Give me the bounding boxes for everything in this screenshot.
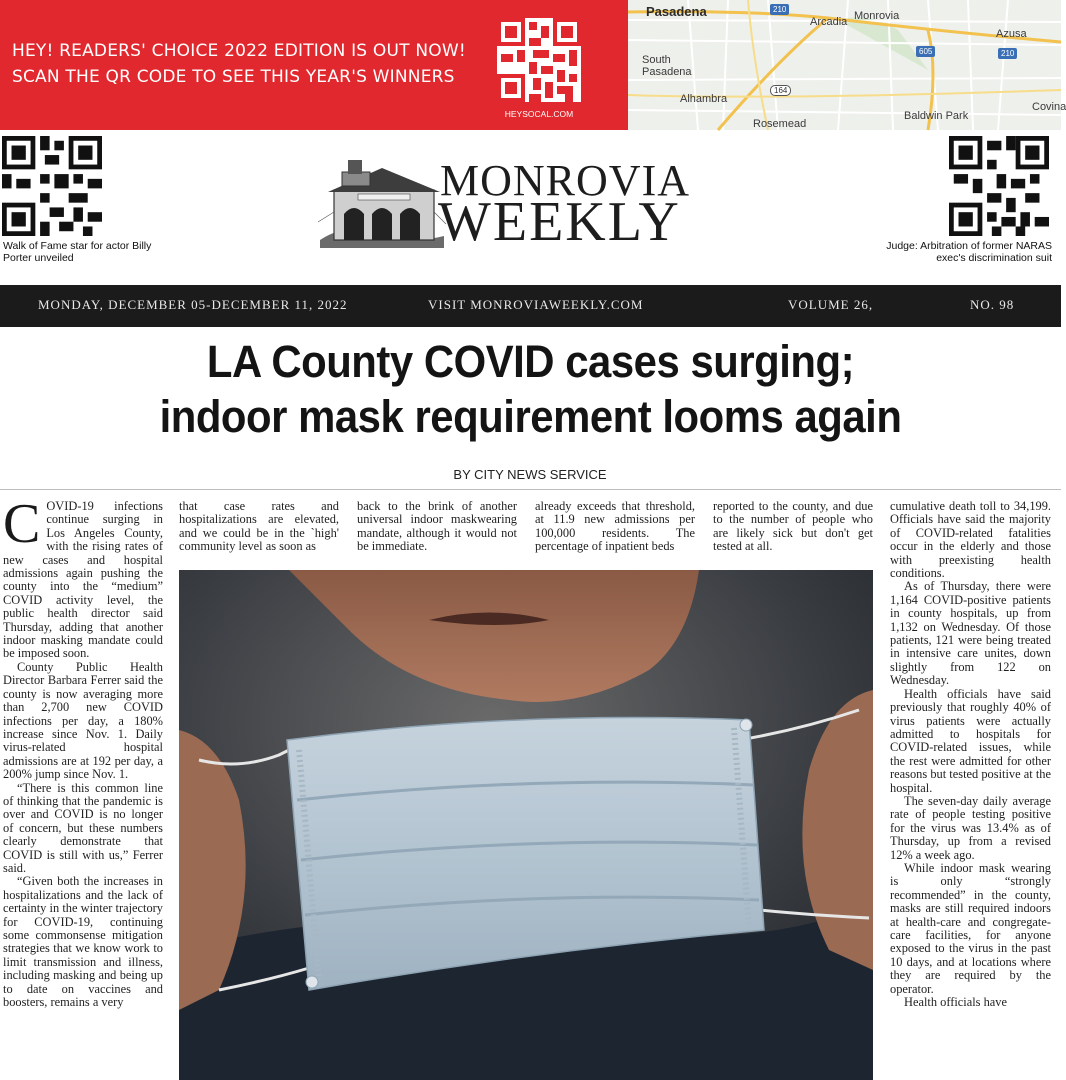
map-label-azusa: Azusa	[996, 28, 1027, 40]
dateline-bar	[0, 285, 1061, 327]
article-column-4	[535, 500, 695, 560]
left-teaser-link[interactable]: Walk of Fame star for actor Billy Porter unveiled	[3, 240, 152, 264]
byline-divider	[0, 489, 1061, 490]
ad-line-1: HEY! READERS' CHOICE 2022 EDITION IS OUT NOW!	[12, 41, 466, 61]
headline-line-1: LA County COVID cases surging;	[206, 336, 855, 387]
article-column-6	[890, 500, 1051, 1080]
article-byline: BY CITY NEWS SERVICE	[453, 467, 607, 482]
left-qr-code-icon[interactable]	[2, 136, 102, 236]
map-shield-164: 164	[770, 85, 791, 96]
article-paragraph: “Given both the increases in hospitalizations and the lack of certainty in the winter trajectory for COVID-19, continuing some commonsense mitigation strategies that we know work to limit transmission and illness, including masking and being up to date on vaccines and boosters, remains a very	[3, 874, 163, 1010]
article-headline	[56, 334, 1006, 444]
article-paragraph: Health officials have said previously that roughly 40% of virus patients were actually admitted to hospitals for COVID-related issues, while the rest were admitted for other reasons but tested positive at the hospital.	[890, 686, 1051, 795]
map-label-rosemead: Rosemead	[753, 118, 807, 130]
map-label-baldwin-park: Baldwin Park	[904, 110, 969, 122]
lead-text: OVID-19 infections continue surging in Los Angeles County, with the rising rates of new cases and hospital admissions again pushing the county into the “medium” COVID activity level, the public health director said Thursday, adding that another indoor masking mandate could be imposed soon.	[3, 499, 163, 661]
map-label-covina: Covina	[1032, 101, 1066, 113]
ad-qr-code-icon	[497, 18, 581, 102]
right-qr-code-icon[interactable]	[949, 136, 1049, 236]
map-label-monrovia: Monrovia	[854, 10, 900, 22]
article-paragraph: “There is this common line of thinking that the pandemic is over and COVID is no longer of concern, but these numbers clearly demonstrate that COVID is still with us,” Ferrer said.	[3, 780, 163, 875]
map-label-alhambra: Alhambra	[680, 93, 728, 105]
ad-panel	[0, 0, 628, 130]
issue-number: NO. 98	[970, 297, 1015, 312]
map-shield-210-west: 210	[770, 4, 789, 15]
website-link[interactable]: VISIT MONROVIAWEEKLY.COM	[428, 297, 644, 312]
headline-line-2: indoor mask requirement looms again	[159, 391, 902, 442]
masthead-title-line-2[interactable]: WEEKLY	[438, 191, 681, 253]
drop-cap: C	[3, 493, 41, 555]
ad-text	[12, 38, 492, 90]
ad-banner[interactable]	[0, 0, 1066, 130]
map-label-arcadia: Arcadia	[810, 16, 848, 28]
article-paragraph: cumulative death toll to 34,199. Officials have said the majority of COVID-related fatalities occur in the elderly and those with preexisting health conditions.	[890, 499, 1051, 581]
masthead-title-line-1[interactable]: MONROVIA	[440, 156, 690, 205]
article-paragraph: Health officials have	[904, 995, 1007, 1010]
article-paragraph: County Public Health Director Barbara Ferrer said the county is now averaging more than 2,700 new COVID infections per day, a 180% increase since Nov. 1. Daily virus-related hospital admissions are at 192 per day, a 200% jump since Nov. 1.	[3, 659, 163, 782]
article-paragraph	[3, 493, 163, 661]
article-paragraph: already exceeds that threshold, at 11.9 new admissions per 100,000 residents. The percentage of inpatient beds	[535, 499, 695, 554]
map-label-south-pasadena: South Pasadena	[642, 54, 692, 78]
article-paragraph: reported to the county, and due to the number of people who are likely sick but don't get tested at all.	[713, 499, 873, 554]
article-paragraph: The seven-day daily average rate of people testing positive for the virus was 13.4% as of Thursday, up from a revised 12% a week ago.	[890, 793, 1051, 862]
article-column-5	[713, 500, 873, 560]
depot-logo-icon[interactable]	[318, 152, 446, 248]
map-shield-605: 605	[916, 46, 935, 57]
article-column-3	[357, 500, 517, 560]
map-ad[interactable]	[628, 0, 1066, 130]
article-paragraph: While indoor mask wearing is only “strongly recommended” in the county, masks are still required indoors at health-care and congregate-care facilities, for anyone exposed to the virus in the past 10 days, and at locations where they are required by the operator.	[890, 860, 1051, 996]
ad-line-2: SCAN THE QR CODE TO SEE THIS YEAR'S WINNERS	[12, 67, 455, 87]
map-shield-210-east: 210	[998, 48, 1017, 59]
ad-qr-label: HEYSOCAL.COM	[504, 109, 574, 119]
map-label-pasadena: Pasadena	[646, 4, 707, 19]
issue-date: MONDAY, DECEMBER 05-DECEMBER 11, 2022	[38, 297, 348, 312]
article-paragraph: back to the brink of another universal indoor maskwearing mandate, although it would not be immediate.	[357, 499, 517, 554]
article-paragraph: that case rates and hospitalizations are elevated, and we could be in the `high' community level as soon as	[179, 499, 339, 554]
article-column-2	[179, 500, 339, 560]
right-teaser-link[interactable]: Judge: Arbitration of former NARAS exec's discrimination suit	[886, 240, 1052, 264]
article-photo-mask[interactable]	[179, 570, 873, 1080]
article-column-1	[3, 493, 163, 1080]
article-paragraph: As of Thursday, there were 1,164 COVID-positive patients in county hospitals, up from 1,132 on Wednesday. Of those patients, 121 were being treated in intensive care unites, down slightly from 122 on Wednesday.	[890, 579, 1051, 688]
issue-volume: VOLUME 26,	[788, 297, 874, 312]
